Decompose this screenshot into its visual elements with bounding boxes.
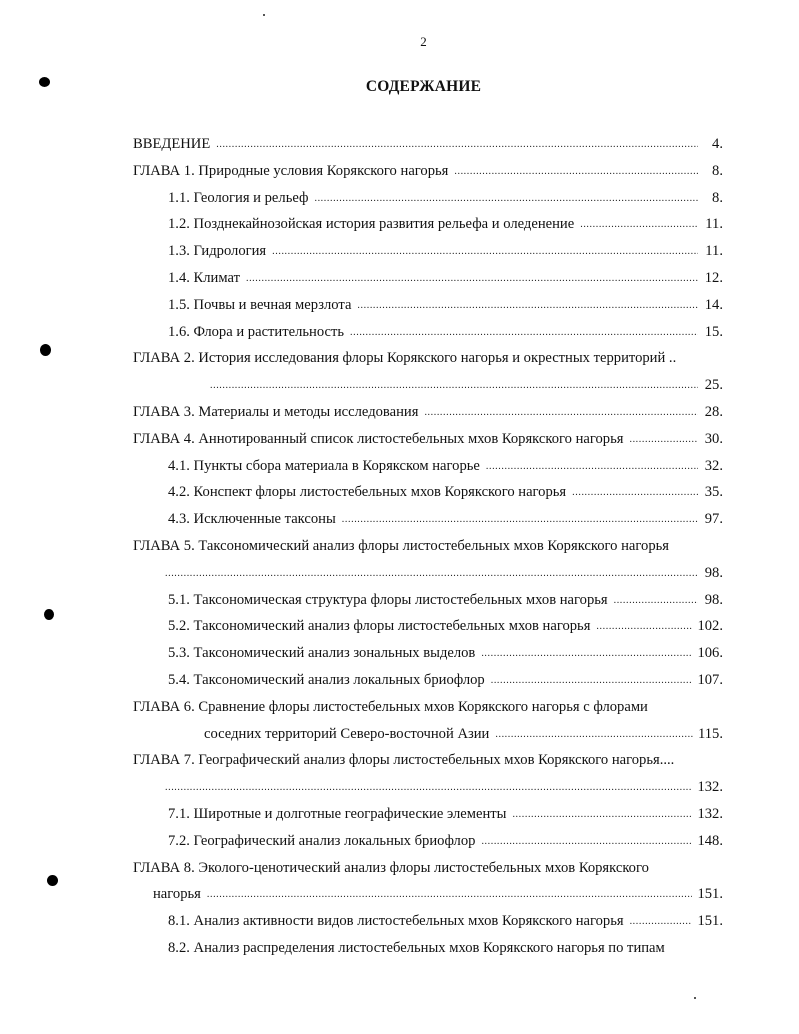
dot-leader: [454, 159, 698, 186]
toc-entry-page: 35.: [704, 484, 723, 501]
toc-entry-continuation: соседних территорий Северо-восточной Азии: [204, 725, 490, 742]
toc-entry-section-1-4[interactable]: [133, 265, 723, 292]
toc-entry-label: ГЛАВА 7. Географический анализ флоры листостебельных мхов Корякского нагорья....: [133, 752, 675, 769]
toc-entry-chapter-1[interactable]: [133, 158, 723, 185]
toc-entry-label: 5.3. Таксономический анализ зональных выделов: [168, 645, 476, 662]
toc-entry-page: 25.: [704, 377, 723, 394]
dot-leader: [165, 561, 698, 588]
toc-entry-label: 5.1. Таксономическая структура флоры листостебельных мхов нагорья: [168, 591, 608, 608]
toc-entry-label: 1.3. Гидрология: [168, 243, 267, 260]
toc-entry-page: 30.: [704, 430, 723, 447]
toc-entry-section-7-2[interactable]: [133, 828, 723, 855]
toc-entry-page: 151.: [697, 886, 723, 903]
toc-entry-page: 11.: [705, 216, 723, 233]
toc-entry-label: 1.4. Климат: [168, 269, 240, 286]
dot-leader: [580, 212, 698, 239]
dot-leader: [630, 909, 693, 936]
toc-entry-label: ГЛАВА 2. История исследования флоры Корякского нагорья и окрестных территорий ..: [133, 350, 677, 367]
toc-entry-page: 148.: [697, 832, 723, 849]
toc-entry-label: 4.1. Пункты сбора материала в Корякском нагорье: [168, 457, 480, 474]
dot-leader: [486, 454, 698, 481]
dot-leader: [596, 614, 692, 641]
toc-entry-page: 115.: [698, 725, 723, 742]
toc-entry-page: 132.: [697, 779, 723, 796]
dot-leader: [216, 132, 698, 159]
toc-entry-section-1-3[interactable]: [133, 238, 723, 265]
toc-entry-label: ГЛАВА 1. Природные условия Корякского нагорья: [133, 162, 449, 179]
toc-entry-section-1-2[interactable]: [133, 211, 723, 238]
dot-leader: [210, 373, 698, 400]
toc-entry-label: 8.2. Анализ распределения листостебельных мхов Корякского нагорья по типам: [168, 939, 665, 956]
toc-entry-page: 106.: [697, 645, 723, 662]
toc-entry-section-8-2[interactable]: [133, 935, 723, 962]
toc-entry-chapter-5-continuation[interactable]: [133, 560, 723, 587]
page-number: 2: [420, 34, 427, 49]
toc-entry-section-7-1[interactable]: [133, 801, 723, 828]
dot-leader: [629, 427, 698, 454]
toc-entry-continuation: нагорья: [153, 886, 201, 903]
toc-entry-label: 1.6. Флора и растительность: [168, 323, 345, 340]
toc-entry-label: 4.2. Конспект флоры листостебельных мхов Корякского нагорья: [168, 484, 567, 501]
dot-leader: [350, 320, 698, 347]
toc-entry-section-1-5[interactable]: [133, 292, 723, 319]
toc-entry-section-5-2[interactable]: [133, 613, 723, 640]
toc-entry-label: ГЛАВА 4. Аннотированный список листостебельных мхов Корякского нагорья: [133, 430, 624, 447]
toc-entry-page: 132.: [697, 805, 723, 822]
toc-entry-label: ГЛАВА 3. Материалы и методы исследования: [133, 403, 419, 420]
toc-entry-chapter-7[interactable]: [133, 747, 723, 774]
toc-entry-chapter-7-continuation[interactable]: [133, 774, 723, 801]
dot-leader: [165, 775, 692, 802]
toc-entry-label: 1.2. Позднекайнозойская история развития рельефа и оледенение: [168, 216, 575, 233]
toc-entry-label: 1.1. Геология и рельеф: [168, 189, 309, 206]
toc-entry-page: 4.: [712, 136, 723, 152]
toc-entry-page: 8.: [712, 189, 723, 206]
dot-leader: [314, 186, 698, 213]
toc-entry-label: ГЛАВА 6. Сравнение флоры листостебельных мхов Корякского нагорья с флорами: [133, 698, 648, 715]
dot-leader: [424, 400, 698, 427]
hole-punch-mark: [47, 875, 58, 886]
dot-leader: [481, 641, 692, 668]
scan-speck: [263, 14, 265, 16]
toc-entry-chapter-2-continuation[interactable]: [133, 372, 723, 399]
toc-entry-section-4-3[interactable]: [133, 506, 723, 533]
toc-entry-page: 102.: [697, 618, 723, 635]
toc-entry-chapter-8-continuation[interactable]: [133, 881, 723, 908]
hole-punch-mark: [44, 609, 54, 620]
toc-entry-label: 1.5. Почвы и вечная мерзлота: [168, 296, 352, 313]
toc-entry-page: 107.: [697, 671, 723, 688]
toc-entry-page: 12.: [704, 269, 723, 286]
toc-entry-page: 28.: [704, 403, 723, 420]
toc-entry-chapter-8[interactable]: [133, 855, 723, 882]
toc-entry-label: ГЛАВА 5. Таксономический анализ флоры листостебельных мхов Корякского нагорья: [133, 537, 669, 554]
toc-entry-page: 14.: [704, 296, 723, 313]
table-of-contents: [133, 131, 723, 962]
toc-entry-chapter-6-continuation[interactable]: [133, 721, 723, 748]
toc-entry-label: 5.2. Таксономический анализ флоры листостебельных мхов нагорья: [168, 618, 591, 635]
toc-entry-label: 8.1. Анализ активности видов листостебельных мхов Корякского нагорья: [168, 913, 624, 930]
dot-leader: [342, 507, 698, 534]
scan-speck: [694, 997, 696, 999]
toc-entry-label: ВВЕДЕНИЕ: [133, 136, 211, 152]
dot-leader: [207, 882, 693, 909]
toc-entry-page: 98.: [704, 564, 723, 581]
dot-leader: [246, 266, 698, 293]
toc-entry-section-1-1[interactable]: [133, 185, 723, 212]
toc-entry-page: 8.: [712, 162, 723, 179]
toc-entry-chapter-5[interactable]: [133, 533, 723, 560]
toc-entry-label: ГЛАВА 8. Эколого-ценотический анализ флоры листостебельных мхов Корякского: [133, 859, 649, 876]
toc-entry-label: 5.4. Таксономический анализ локальных бриофлор: [168, 671, 485, 688]
toc-entry-page: 97.: [704, 511, 723, 528]
dot-leader: [272, 239, 698, 266]
toc-entry-section-8-1[interactable]: [133, 908, 723, 935]
toc-entry-page: 98.: [704, 591, 723, 608]
hole-punch-mark: [40, 344, 51, 356]
toc-entry-section-5-4[interactable]: [133, 667, 723, 694]
toc-entry-page: 15.: [704, 323, 723, 340]
dot-leader: [491, 668, 693, 695]
dot-leader: [572, 480, 698, 507]
toc-entry-chapter-4[interactable]: [133, 426, 723, 453]
dot-leader: [512, 802, 692, 829]
toc-entry-section-4-2[interactable]: [133, 479, 723, 506]
toc-entry-section-5-3[interactable]: [133, 640, 723, 667]
toc-entry-introduction[interactable]: [133, 131, 723, 158]
toc-entry-page: 151.: [697, 913, 723, 930]
toc-entry-page: 32.: [704, 457, 723, 474]
toc-entry-chapter-6[interactable]: [133, 694, 723, 721]
toc-entry-section-4-1[interactable]: [133, 453, 723, 480]
dot-leader: [481, 829, 692, 856]
hole-punch-mark: [39, 77, 50, 87]
toc-entry-label: 4.3. Исключенные таксоны: [168, 511, 336, 528]
toc-entry-section-1-6[interactable]: [133, 319, 723, 346]
dot-leader: [614, 588, 698, 615]
toc-entry-section-5-1[interactable]: [133, 587, 723, 614]
toc-entry-chapter-3[interactable]: [133, 399, 723, 426]
toc-entry-label: 7.2. Географический анализ локальных бриофлор: [168, 832, 476, 849]
toc-entry-label: 7.1. Широтные и долготные географические элементы: [168, 805, 507, 822]
dot-leader: [495, 722, 693, 749]
toc-entry-chapter-2[interactable]: [133, 345, 723, 372]
dot-leader: [357, 293, 698, 320]
page-title: СОДЕРЖАНИЕ: [365, 78, 482, 95]
toc-entry-page: 11.: [705, 243, 723, 260]
